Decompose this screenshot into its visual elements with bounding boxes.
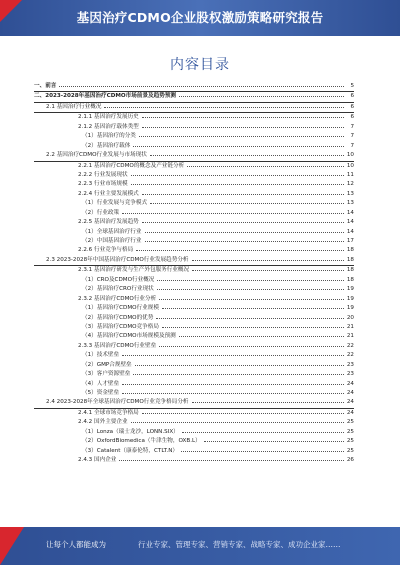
toc-entry[interactable] <box>34 389 354 398</box>
toc-entry-page: 7 <box>350 142 354 149</box>
toc-entry-page: 7 <box>350 123 354 130</box>
toc-leader-dots <box>162 307 344 309</box>
toc-entry[interactable] <box>34 113 354 122</box>
toc-entry-page: 18 <box>346 267 354 274</box>
toc-entry[interactable] <box>34 132 354 141</box>
toc-entry-page: 6 <box>350 93 354 100</box>
toc-entry-label: （1）技术壁垒 <box>82 352 120 359</box>
toc-entry-page: 11 <box>346 171 354 178</box>
toc-entry[interactable] <box>34 323 354 332</box>
toc-entry-label: 2.2.3 行业市场规模 <box>78 181 128 188</box>
toc-entry[interactable] <box>34 361 354 370</box>
toc-entry[interactable] <box>34 456 354 465</box>
toc-leader-dots <box>192 401 344 403</box>
toc-entry-page: 14 <box>346 209 354 216</box>
toc-entry[interactable] <box>34 218 354 227</box>
toc-leader-dots <box>145 231 345 233</box>
toc-entry[interactable] <box>34 228 354 237</box>
toc-entry-page: 19 <box>346 305 354 312</box>
table-of-contents <box>34 82 354 466</box>
toc-entry-label: 一、前言 <box>34 83 57 89</box>
footer-slogan-right: 行业专家、管理专家、营销专家、战略专家、成功企业家…… <box>138 540 341 549</box>
toc-leader-dots <box>139 135 344 137</box>
toc-entry-page: 25 <box>346 428 354 435</box>
toc-entry[interactable] <box>34 380 354 389</box>
toc-leader-dots <box>204 440 344 442</box>
toc-entry-label: （2）行业政策 <box>82 209 120 216</box>
toc-entry[interactable] <box>34 437 354 446</box>
toc-entry-page: 5 <box>350 83 354 89</box>
toc-entry-page: 13 <box>346 190 354 197</box>
toc-leader-dots <box>122 354 344 356</box>
toc-entry[interactable] <box>34 314 354 323</box>
toc-entry-label: （5）资金壁垒 <box>82 390 120 396</box>
toc-entry[interactable] <box>34 190 354 199</box>
toc-leader-dots <box>182 431 344 433</box>
toc-entry-page: 24 <box>346 390 354 396</box>
toc-entry-page: 14 <box>346 228 354 235</box>
toc-entry-page: 25 <box>346 447 354 454</box>
toc-entry[interactable] <box>34 237 354 246</box>
toc-leader-dots <box>136 249 344 251</box>
toc-leader-dots <box>104 106 344 108</box>
toc-leader-dots <box>157 279 344 281</box>
toc-leader-dots <box>192 269 344 271</box>
toc-entry-page: 17 <box>346 238 354 244</box>
toc-entry-label: （4）基因治疗CDMO市场规模及预测 <box>82 333 176 340</box>
toc-leader-dots <box>122 392 344 394</box>
toc-entry-page: 19 <box>346 286 354 293</box>
toc-entry[interactable] <box>34 92 354 102</box>
toc-entry-page: 24 <box>346 399 354 406</box>
toc-leader-dots <box>122 212 344 214</box>
toc-entry-page: 19 <box>346 295 354 302</box>
toc-entry-page: 25 <box>346 438 354 445</box>
toc-entry-label: 2.4.2 国外主要企业 <box>78 419 128 426</box>
toc-entry-label: （3）Catalent（康泰伦特，CTLT.N） <box>82 447 178 454</box>
toc-entry-label: （1）全球基因治疗行业 <box>82 228 142 235</box>
toc-entry-page: 18 <box>346 247 354 254</box>
toc-leader-dots <box>142 126 344 128</box>
toc-entry[interactable] <box>34 142 354 151</box>
toc-entry[interactable] <box>34 151 354 161</box>
toc-entry[interactable] <box>34 162 354 171</box>
toc-entry-page: 6 <box>350 103 354 110</box>
toc-leader-dots <box>157 288 344 290</box>
toc-entry-label: （2）基因治疗CDMO的优势 <box>82 314 154 321</box>
toc-entry-page: 21 <box>346 333 354 340</box>
toc-entry-label: （3）基因治疗CDMO竞争格局 <box>82 323 159 330</box>
toc-entry-label: 2.2.4 行业主要发展模式 <box>78 190 139 197</box>
toc-leader-dots <box>142 193 344 195</box>
toc-entry-label: 2.3.2 基因治疗CDMO行业分析 <box>78 295 157 302</box>
toc-entry-label: 2.1.2 基因治疗载体类型 <box>78 123 139 130</box>
toc-entry-label: 二、2023-2028年基因治疗CDMO市场前景及趋势预测 <box>34 93 177 100</box>
toc-entry[interactable] <box>34 447 354 456</box>
toc-entry[interactable] <box>34 256 354 266</box>
toc-entry-label: 2.3 2023-2028年中国基因治疗CDMO行业发展趋势分析 <box>46 256 189 263</box>
toc-entry[interactable] <box>34 351 354 360</box>
toc-entry-page: 14 <box>346 219 354 226</box>
toc-entry[interactable] <box>34 199 354 208</box>
toc-leader-dots <box>145 240 345 242</box>
toc-leader-dots <box>133 145 344 147</box>
toc-entry[interactable] <box>34 276 354 285</box>
toc-entry-page: 23 <box>346 361 354 368</box>
toc-entry-page: 22 <box>346 352 354 359</box>
toc-entry-page: 24 <box>346 380 354 387</box>
toc-entry-page: 18 <box>346 276 354 283</box>
toc-entry[interactable] <box>34 209 354 218</box>
toc-entry[interactable] <box>34 342 354 351</box>
toc-entry-page: 12 <box>346 181 354 188</box>
toc-entry[interactable] <box>34 285 354 294</box>
toc-leader-dots <box>122 383 344 385</box>
toc-leader-dots <box>179 95 344 97</box>
toc-leader-dots <box>131 174 344 176</box>
toc-entry-label: 2.3.3 基因治疗CDMO行业壁垒 <box>78 342 157 349</box>
toc-entry[interactable] <box>34 418 354 427</box>
toc-entry-page: 25 <box>346 419 354 426</box>
toc-entry-label: （2）基因治疗载体 <box>82 142 131 149</box>
toc-leader-dots <box>179 335 344 337</box>
toc-entry-page: 24 <box>346 409 354 416</box>
toc-leader-dots <box>142 221 344 223</box>
toc-leader-dots <box>150 154 344 156</box>
toc-entry-label: 2.2 基因治疗CDMO行业发展与市场现状 <box>46 152 147 159</box>
toc-entry-label: 2.1 基因治疗行业概况 <box>46 103 102 110</box>
toc-leader-dots <box>131 183 344 185</box>
toc-leader-dots <box>133 373 344 375</box>
toc-entry-page: 10 <box>346 162 354 169</box>
toc-leader-dots <box>142 116 344 118</box>
toc-entry[interactable] <box>34 171 354 180</box>
toc-leader-dots <box>181 450 344 452</box>
toc-entry[interactable] <box>34 428 354 437</box>
toc-entry-label: 2.4 2023-2028年全球基因治疗CDMO行业竞争格局分析 <box>46 399 189 406</box>
toc-entry[interactable] <box>34 123 354 132</box>
toc-entry-label: （4）人才壁垒 <box>82 380 120 387</box>
toc-entry-page: 18 <box>346 256 354 263</box>
toc-entry[interactable] <box>34 295 354 304</box>
toc-entry-label: （1）基因治疗的分类 <box>82 133 136 140</box>
toc-entry-page: 6 <box>350 114 354 121</box>
toc-entry-page: 7 <box>350 133 354 140</box>
toc-entry[interactable] <box>34 409 354 418</box>
toc-entry-label: 2.1.1 基因治疗发展历史 <box>78 114 139 121</box>
toc-entry[interactable] <box>34 246 354 255</box>
toc-leader-dots <box>187 165 344 167</box>
report-title: 基因治疗CDMO企业股权激励策略研究报告 <box>76 10 324 25</box>
toc-entry-label: 2.2.6 行业竞争与格局 <box>78 247 134 254</box>
toc-entry-label: 2.2.2 行业发展现状 <box>78 171 128 178</box>
toc-entry-page: 20 <box>346 314 354 321</box>
footer-red-corner <box>0 527 24 565</box>
toc-entry-label: （1）基因治疗CDMO行业规模 <box>82 305 159 312</box>
toc-entry-page: 21 <box>346 323 354 330</box>
toc-entry-label: （1）CRO及CDMO行业概况 <box>82 276 155 283</box>
toc-leader-dots <box>131 421 344 423</box>
toc-leader-dots <box>159 298 344 300</box>
toc-entry[interactable] <box>34 103 354 113</box>
toc-entry-page: 13 <box>346 200 354 207</box>
toc-entry[interactable] <box>34 266 354 275</box>
toc-entry-label: （2）基因治疗CRO行业现状 <box>82 286 154 293</box>
toc-entry-page: 22 <box>346 342 354 349</box>
toc-entry[interactable] <box>34 332 354 341</box>
toc-entry-label: 2.2.5 基因治疗发展趋势 <box>78 219 139 226</box>
toc-entry-page: 26 <box>346 457 354 464</box>
toc-entry-label: （2）GMP合规壁垒 <box>82 361 132 368</box>
footer-slogan-left: 让每个人都能成为 <box>46 540 106 549</box>
toc-leader-dots <box>159 345 344 347</box>
toc-leader-dots <box>135 364 344 366</box>
toc-heading: 内容目录 <box>170 57 230 73</box>
toc-entry[interactable] <box>34 370 354 379</box>
toc-entry[interactable] <box>34 82 354 92</box>
toc-entry-label: 2.2.1 基因治疗CDMO的概念及产业链分析 <box>78 162 185 169</box>
toc-leader-dots <box>150 202 344 204</box>
toc-entry[interactable] <box>34 398 354 408</box>
toc-entry-page: 10 <box>346 152 354 159</box>
toc-leader-dots <box>59 85 344 87</box>
toc-entry-page: 23 <box>346 371 354 378</box>
toc-leader-dots <box>192 259 344 261</box>
toc-leader-dots <box>142 412 344 414</box>
toc-entry-label: （3）客户资源壁垒 <box>82 371 131 378</box>
toc-entry-label: 2.3.1 基因治疗研发与生产外包服务行业概况 <box>78 267 190 274</box>
toc-entry[interactable] <box>34 304 354 313</box>
toc-entry-label: （2）中国基因治疗行业 <box>82 238 142 244</box>
toc-entry-label: （2）OxfordBiomedica（牛津生物，OXB.L） <box>82 438 201 445</box>
toc-leader-dots <box>119 459 344 461</box>
toc-entry-label: 2.4.1 全球市场竞争格局 <box>78 409 139 416</box>
toc-entry-label: 2.4.3 国内企业 <box>78 457 117 464</box>
toc-leader-dots <box>162 326 344 328</box>
toc-entry-label: （1）行业发展与竞争模式 <box>82 200 148 207</box>
toc-entry[interactable] <box>34 180 354 189</box>
toc-leader-dots <box>156 317 344 319</box>
toc-entry-label: （1）Lonza（瑞士龙沙，LONN.SIX） <box>82 428 179 435</box>
